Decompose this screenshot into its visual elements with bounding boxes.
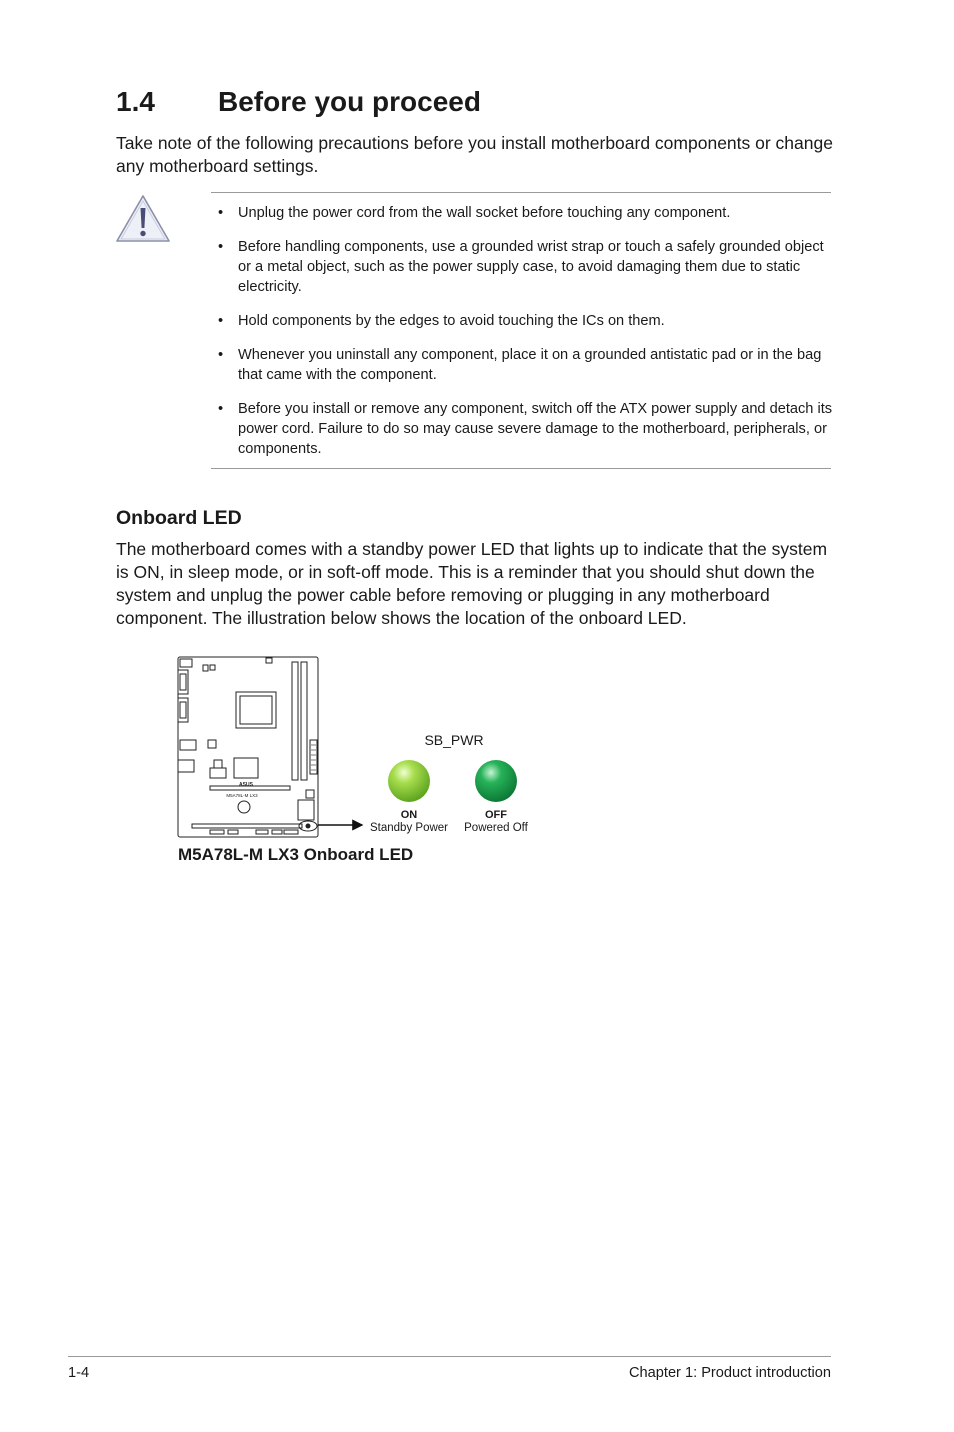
list-item-text: Unplug the power cord from the wall socket before touching any component.	[238, 205, 731, 221]
list-item	[218, 203, 833, 223]
list-item	[218, 399, 833, 459]
page-number: 1-4	[68, 1365, 90, 1381]
section-heading	[116, 86, 481, 118]
motherboard-outline	[178, 657, 318, 837]
warning-list	[218, 203, 833, 473]
warning-top-rule	[211, 192, 831, 193]
board-brand-label: ASUS	[239, 782, 253, 788]
bullet: •	[218, 347, 224, 363]
diagram-caption: M5A78L-M LX3 Onboard LED	[178, 845, 414, 864]
led-off-state: OFF	[485, 809, 507, 821]
list-item	[218, 237, 833, 297]
onboard-led-diagram	[170, 650, 550, 880]
bullet: •	[218, 313, 224, 329]
bullet: •	[218, 239, 224, 255]
led-off-indicator	[475, 760, 517, 802]
led-off-desc: Powered Off	[464, 822, 528, 834]
section-title: Before you proceed	[218, 86, 481, 117]
section-number: 1.4	[116, 86, 155, 117]
list-item	[218, 311, 833, 331]
list-item-text: Before you install or remove any component, switch off the ATX power supply and detach its power cord. Failure to do so may cause severe damage to the motherboard, peripherals, or components.	[238, 401, 833, 457]
bullet: •	[218, 205, 224, 221]
onboard-led-heading: Onboard LED	[116, 507, 242, 529]
warning-bottom-rule	[211, 468, 831, 469]
footer-rule	[68, 1356, 831, 1357]
board-model-label: M5A78L-M LX3	[226, 793, 258, 798]
dimm-ticks	[311, 745, 316, 770]
led-on-desc: Standby Power	[370, 822, 448, 834]
list-item	[218, 345, 833, 385]
warning-triangle-icon	[115, 193, 171, 245]
sb-pwr-label: SB_PWR	[424, 732, 484, 748]
list-item-text: Whenever you uninstall any component, place it on a grounded antistatic pad or in the bag that came with the component.	[238, 347, 822, 383]
led-on-state: ON	[400, 809, 418, 821]
bullet: •	[218, 401, 224, 417]
chapter-title: Chapter 1: Product introduction	[629, 1365, 831, 1381]
intro-paragraph: Take note of the following precautions before you install motherboard components or change any motherboard settings.	[116, 133, 833, 176]
list-item-text: Hold components by the edges to avoid touching the ICs on them.	[238, 313, 665, 329]
led-on-indicator	[388, 760, 430, 802]
list-item-text: Before handling components, use a grounded wrist strap or touch a safely grounded object or a metal object, such as the power supply case, to avoid damaging them due to static electricity.	[238, 239, 824, 295]
onboard-led-paragraph: The motherboard comes with a standby power LED that lights up to indicate that the system is ON, in sleep mode, or in soft-off mode. This is a reminder that you should shut down the system and unplug the power cable before removing or plugging in any motherboard component. The illustration below shows the location of the onboard LED.	[116, 539, 828, 628]
